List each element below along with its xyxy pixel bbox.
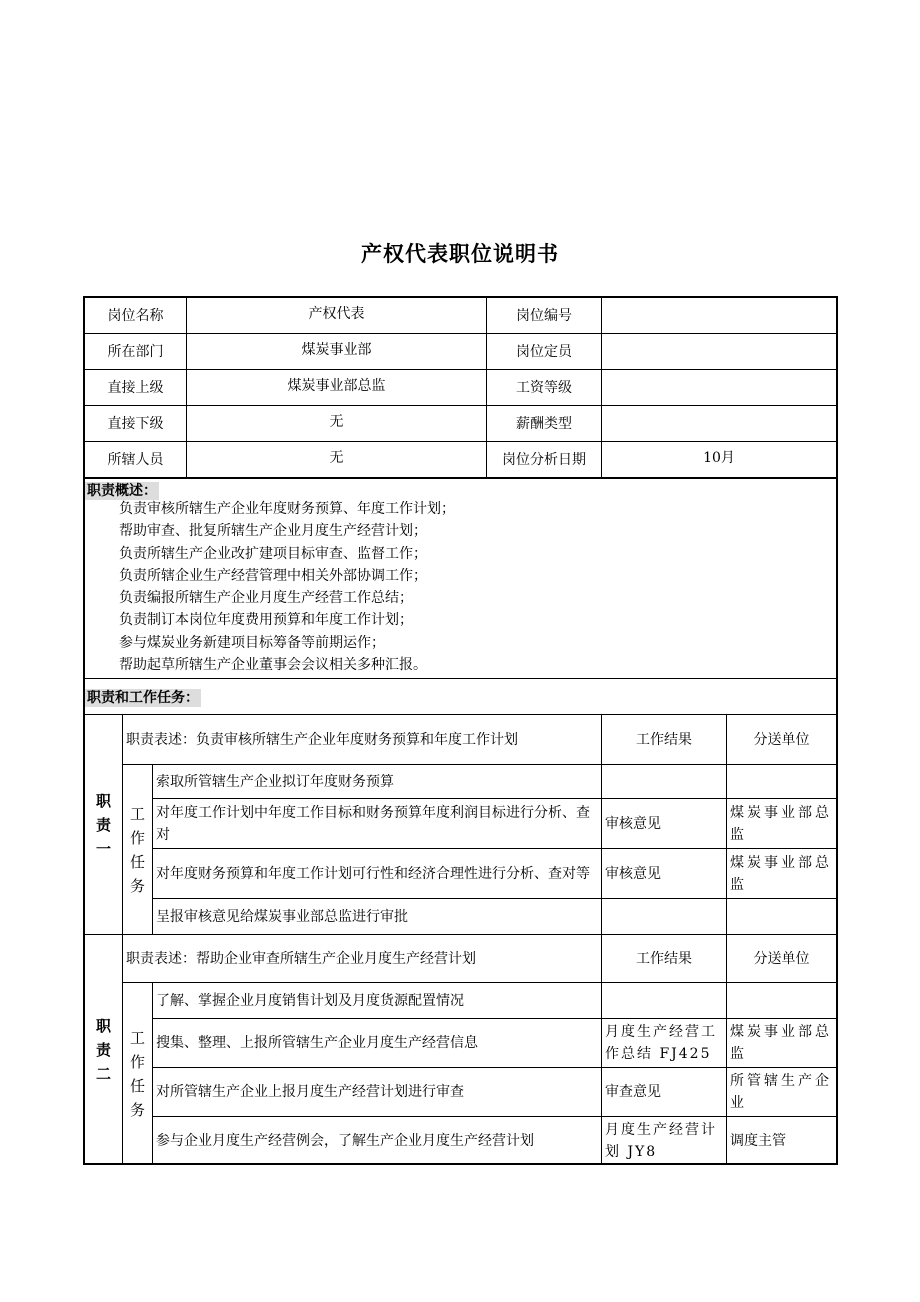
duty-two-task-dest: 煤炭事业部总监 bbox=[730, 1024, 832, 1062]
duty-one-task-dest: 煤炭事业部总监 bbox=[730, 804, 832, 843]
duty-one-result-header: 工作结果 bbox=[636, 731, 692, 748]
duty-two-task-dest: 调度主管 bbox=[730, 1133, 786, 1149]
overview-line: 负责所辖生产企业改扩建项目标审查、监督工作； bbox=[119, 545, 427, 562]
overview-heading: 职责概述： bbox=[87, 483, 157, 499]
duty-one-task: 呈报审核意见给煤炭事业部总监进行审批 bbox=[156, 908, 408, 925]
duty-two-task-result: 月度生产经营计划 JY8 bbox=[605, 1122, 717, 1160]
duty-one-task-result bbox=[602, 765, 726, 798]
duty-two-task-result: 审查意见 bbox=[605, 1084, 661, 1100]
overview-line: 负责审核所辖生产企业年度财务预算、年度工作计划； bbox=[119, 501, 455, 517]
duty-one-task-dest bbox=[727, 765, 836, 798]
value-direct-subordinate: 无 bbox=[329, 414, 344, 430]
duty-one-dest-header: 分送单位 bbox=[753, 731, 810, 748]
label-staff: 所辖人员 bbox=[107, 452, 164, 468]
label-direct-superior: 直接上级 bbox=[107, 380, 164, 396]
label-analysis-date: 岗位分析日期 bbox=[502, 452, 586, 468]
duty-one-task-dest bbox=[727, 899, 836, 934]
value-staff: 无 bbox=[329, 450, 344, 466]
label-direct-subordinate: 直接下级 bbox=[107, 416, 164, 432]
value-salary-grade bbox=[602, 370, 836, 406]
value-direct-superior: 煤炭事业部总监 bbox=[287, 378, 386, 394]
value-headcount bbox=[602, 334, 836, 370]
duty-one-task-result: 审核意见 bbox=[605, 815, 661, 832]
document-title: 产权代表职位说明书 bbox=[361, 242, 559, 266]
duty-two-dest-header: 分送单位 bbox=[753, 950, 810, 967]
duty-one-task-label: 工 作 任 务 bbox=[129, 804, 145, 895]
duty-two-label: 职 责 二 bbox=[95, 1017, 111, 1083]
duty-one-task: 对年度财务预算和年度工作计划可行性和经济合理性进行分析、查对等 bbox=[156, 865, 590, 882]
duty-one-statement: 职责表述：负责审核所辖生产企业年度财务预算和年度工作计划 bbox=[126, 731, 518, 748]
duties-heading: 职责和工作任务： bbox=[87, 690, 199, 706]
duty-one-task-result bbox=[602, 899, 726, 934]
label-pay-type: 薪酬类型 bbox=[516, 416, 572, 432]
value-department: 煤炭事业部 bbox=[301, 342, 372, 358]
label-headcount: 岗位定员 bbox=[516, 344, 572, 360]
overview-line: 帮助起草所辖生产企业董事会会议相关多种汇报。 bbox=[119, 657, 427, 674]
duty-two-task: 搜集、整理、上报所管辖生产企业月度生产经营信息 bbox=[156, 1035, 478, 1051]
duty-one-task: 索取所管辖生产企业拟订年度财务预算 bbox=[156, 773, 394, 790]
job-description-table bbox=[83, 296, 838, 1165]
duty-one-task: 对年度工作计划中年度工作目标和财务预算年度利润目标进行分析、查对 bbox=[156, 804, 590, 843]
duty-one-task-dest: 煤炭事业部总监 bbox=[730, 854, 832, 893]
duty-one-label: 职 责 一 bbox=[95, 791, 111, 858]
duty-one-task-result: 审核意见 bbox=[605, 865, 661, 882]
value-pay-type bbox=[602, 406, 836, 442]
duty-two-task: 了解、掌握企业月度销售计划及月度货源配置情况 bbox=[156, 992, 464, 1009]
duty-two-task: 参与企业月度生产经营例会，了解生产企业月度生产经营计划 bbox=[156, 1133, 534, 1149]
overview-line: 帮助审查、批复所辖生产企业月度生产经营计划； bbox=[119, 523, 427, 540]
duty-two-task-result: 月度生产经营工作总结 FJ425 bbox=[605, 1024, 717, 1062]
value-position-code bbox=[602, 298, 836, 334]
overview-line: 负责制订本岗位年度费用预算和年度工作计划； bbox=[119, 612, 413, 629]
duty-two-task-dest bbox=[727, 983, 836, 1018]
duty-two-task-dest: 所管辖生产企业 bbox=[730, 1073, 832, 1111]
label-salary-grade: 工资等级 bbox=[516, 380, 572, 396]
overview-line: 参与煤炭业务新建项目标筹备等前期运作； bbox=[119, 634, 385, 651]
duty-two-task-result bbox=[602, 983, 726, 1018]
duty-two-result-header: 工作结果 bbox=[636, 950, 692, 967]
duty-two-task: 对所管辖生产企业上报月度生产经营计划进行审查 bbox=[156, 1084, 464, 1100]
overview-line: 负责所辖企业生产经营管理中相关外部协调工作； bbox=[119, 567, 427, 584]
overview-list bbox=[119, 498, 455, 676]
overview-line: 负责编报所辖生产企业月度生产经营工作总结； bbox=[119, 590, 413, 607]
value-analysis-date: 10月 bbox=[703, 450, 735, 466]
label-department: 所在部门 bbox=[107, 344, 164, 360]
value-position-name: 产权代表 bbox=[308, 306, 365, 322]
label-position-name: 岗位名称 bbox=[107, 308, 164, 324]
duty-two-statement: 职责表述：帮助企业审查所辖生产企业月度生产经营计划 bbox=[126, 950, 476, 967]
label-position-code: 岗位编号 bbox=[516, 308, 572, 324]
duty-two-task-label: 工 作 任 务 bbox=[129, 1029, 145, 1119]
